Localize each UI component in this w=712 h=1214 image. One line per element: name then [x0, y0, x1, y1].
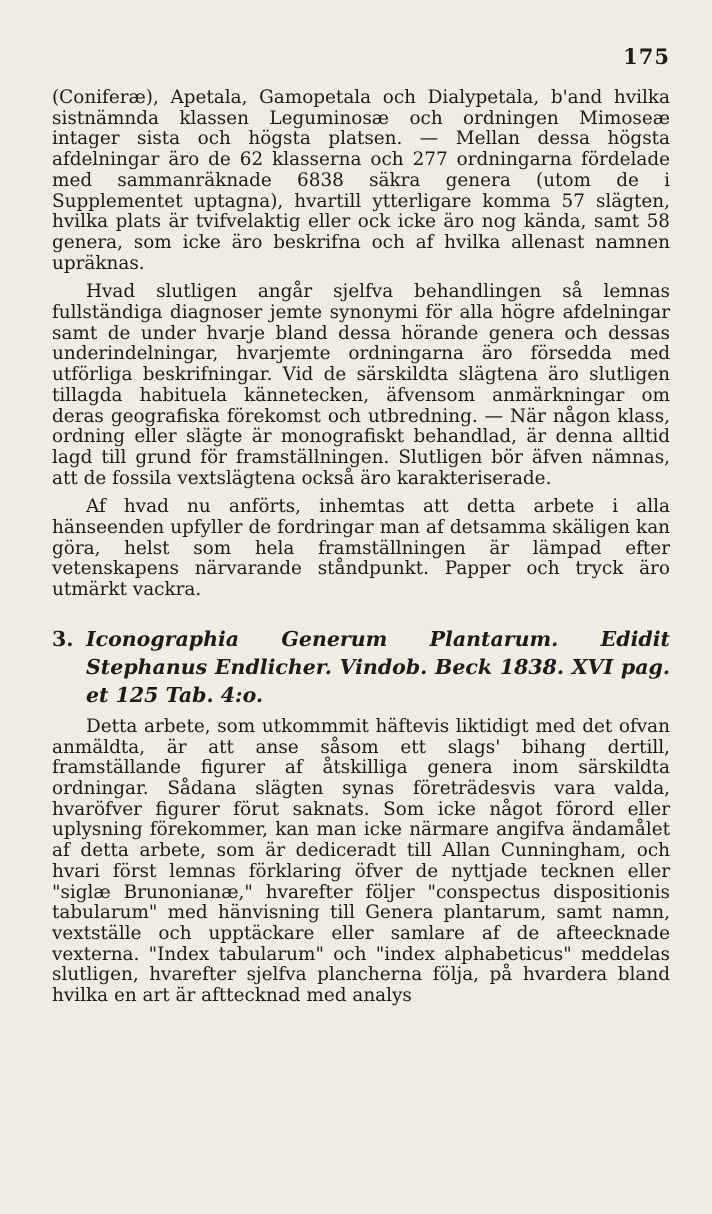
- reference-number: 3.: [52, 626, 74, 651]
- page-number: 175: [623, 44, 670, 69]
- paragraph-review: Detta arbete, som utkommmit häftevis liktidigt med det ofvan anmäldta, är att anse såsom ett slags' bihang dertill, framställande figurer af åtskilliga genera inom särskildta ordningar. Sådana slägten synas företrädesvis vara valda, hvaröfver figurer förut saknats. Som icke något förord eller uplysning förekommer, kan man icke närmare angifva ändamålet af detta arbete, som är dediceradt till Allan Cunningham, och hvari först lemnas förklaring öfver de nyttjade tecknen eller "siglæ Brunonianæ," hvarefter följer "conspectus dispositionis tabularum" med hänvisning till Genera plantarum, samt namn, vextställe och upptäckare eller samlare af de afteecknade vexterna. "Index tabularum" och "index alphabeticus" meddelas slutligen, hvarefter sjelfva plancherna följa, på hvardera bland hvilka en art är afttecknad med analys: [52, 715, 670, 1007]
- paragraph-treatment: Hvad slutligen angår sjelfva behandlingen så lemnas fullständiga diagnoser jemte synonymi för alla högre afdelningar samt de under hvarje bland dessa hörande genera och dessas underindelningar, hvarjemte ordningarna äro försedda med utförliga beskrifningar. Vid de särskildta slägtena äro slutligen tillagda habituela kännetecken, äfvensom anmärkningar om deras geografiska förekomst och utbredning. — När någon klass, ordning eller slägte är monografiskt behandlad, är denna alltid lagd till grund för framställningen. Slutligen bör äfven nämnas, att de fossila vextslägtena också äro karakteriserade.: [52, 281, 670, 489]
- text-column: [52, 88, 670, 1007]
- reference-title: Iconographia Generum Plantarum. Edidit Stephanus Endlicher. Vindob. Beck 1838. XVI pag. et 125 Tab. 4:o.: [86, 626, 670, 707]
- paragraph-intro-continuation: (Coniferæ), Apetala, Gamopetala och Dialypetala, b'and hvilka sistnämnda klassen Leguminosæ och ordningen Mimoseæ intager sista och högsta platsen. — Mellan dessa högsta afdelningar äro de 62 klasserna och 277 ordningarna fördelade med sammanräknade 6838 säkra genera (utom de i Supplementet uptagna), hvartill ytterligare komma 57 slägten, hvilka plats är tvifvelaktig eller ock icke äro nog kända, samt 58 genera, som icke äro beskrifna och af hvilka allenast namnen upräknas.: [52, 87, 670, 274]
- reference-heading: [52, 625, 670, 709]
- paragraph-assessment: Af hvad nu anförts, inhemtas att detta arbete i alla hänseenden upfyller de fordringar man af detsamma skäligen kan göra, helst som hela framställningen är lämpad efter vetenskapens närvarande ståndpunkt. Papper och tryck äro utmärkt vackra.: [52, 496, 670, 601]
